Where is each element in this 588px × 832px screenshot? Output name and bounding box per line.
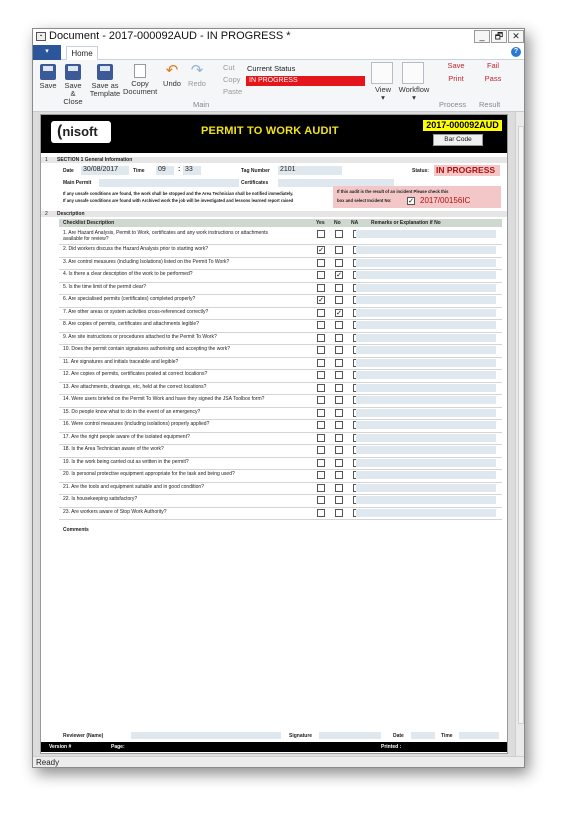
- yes-checkbox[interactable]: [317, 509, 325, 517]
- ribbon: [33, 60, 524, 112]
- no-checkbox[interactable]: [335, 259, 343, 267]
- row-divider: [59, 382, 502, 383]
- remarks-field[interactable]: [356, 284, 496, 292]
- reviewer-field[interactable]: [131, 732, 281, 739]
- remarks-field[interactable]: [356, 484, 496, 492]
- checklist-item-text: 6. Are specialised permits (certificates) completed properly?: [63, 296, 196, 302]
- no-checkbox[interactable]: ✓: [336, 309, 342, 317]
- save-process-button[interactable]: Save: [447, 61, 465, 70]
- no-checkbox[interactable]: [335, 446, 343, 454]
- checklist-item-text: 8. Are copies of permits, certificates and attachments legible?: [63, 321, 199, 327]
- checklist-item-text: 2. Did workers discuss the Hazard Analysis prior to starting work?: [63, 246, 209, 252]
- maximize-button[interactable]: 🗗: [491, 30, 507, 43]
- yes-checkbox[interactable]: [317, 371, 325, 379]
- row-divider: [59, 319, 502, 320]
- no-checkbox[interactable]: [335, 230, 343, 238]
- remarks-field[interactable]: [356, 409, 496, 417]
- checklist-item-text: 15. Do people know what to do in the event of an emergency?: [63, 408, 201, 415]
- print-button[interactable]: Print: [448, 74, 464, 83]
- workflow-button[interactable]: Workflow ▾: [398, 85, 430, 102]
- undo-button[interactable]: ↶ Undo: [163, 62, 181, 88]
- remarks-field[interactable]: [356, 471, 496, 479]
- tab-home[interactable]: Home: [66, 46, 98, 60]
- redo-icon: ↷: [190, 62, 204, 79]
- no-checkbox[interactable]: [335, 471, 343, 479]
- yes-checkbox[interactable]: ✓: [318, 297, 324, 304]
- permit-form: [40, 114, 508, 754]
- floppy-icon: [97, 64, 113, 80]
- no-checkbox[interactable]: [335, 484, 343, 492]
- checklist-item-text: 13. Are attachments, drawings, etc, held at the correct locations?: [63, 383, 207, 390]
- no-checkbox[interactable]: ✓: [336, 272, 342, 279]
- vertical-scrollbar[interactable]: [515, 112, 525, 756]
- time-label: Time: [133, 168, 145, 174]
- footer-date-field[interactable]: [411, 732, 435, 739]
- col-na: NA: [351, 220, 359, 226]
- checklist-item-text: 9. Are site instructions or procedures attached to the Permit To Work?: [63, 333, 217, 340]
- save-button[interactable]: Save: [37, 64, 59, 90]
- checklist-item-text: 11. Are signatures and initials traceable and legible?: [63, 358, 179, 365]
- incident-checkbox[interactable]: ✓: [408, 198, 414, 205]
- row-divider: [59, 244, 502, 245]
- no-checkbox[interactable]: [335, 396, 343, 404]
- no-checkbox[interactable]: [335, 334, 343, 342]
- row-divider: [59, 332, 502, 333]
- save-as-template-button[interactable]: Save as Template: [89, 64, 121, 98]
- no-checkbox[interactable]: [335, 346, 343, 354]
- no-checkbox[interactable]: [335, 384, 343, 392]
- workflow-icon: [402, 62, 424, 84]
- yes-checkbox[interactable]: [317, 334, 325, 342]
- incident-text-1: If this audit is the result of an incident Please check this: [337, 189, 449, 194]
- certificates-label: Certificates: [241, 180, 269, 186]
- checklist-item-text: 19. Is the work being carried out as written in the permit?: [63, 458, 189, 465]
- row-divider: [59, 494, 502, 495]
- current-status-label: Current Status: [247, 64, 296, 73]
- no-checkbox[interactable]: [335, 321, 343, 329]
- tag-number-field[interactable]: 2101: [278, 166, 342, 175]
- checklist-item-text: 5. Is the time limit of the permit clear?: [63, 283, 147, 290]
- minimize-button[interactable]: _: [474, 30, 490, 43]
- form-title: PERMIT TO WORK AUDIT: [201, 125, 339, 137]
- checklist-item-text-cont: available for review?: [63, 236, 109, 242]
- title-bar: [33, 29, 524, 45]
- section1-number: 1: [45, 157, 48, 163]
- checklist-item-text: 1. Are Hazard Analysis, Permit to Work, certificates and any work instructions or attachments: [63, 230, 268, 236]
- row-divider: [59, 519, 502, 520]
- yes-checkbox[interactable]: ✓: [318, 247, 324, 254]
- remarks-field[interactable]: [356, 230, 496, 238]
- row-divider: [59, 369, 502, 370]
- view-button[interactable]: View ▾: [374, 85, 392, 102]
- remarks-field[interactable]: [356, 259, 496, 267]
- yes-checkbox[interactable]: [317, 384, 325, 392]
- warning-text-1: If any unsafe conditions are found, the work shall be stopped and the Area Technician shall be notified immediately.: [63, 191, 294, 196]
- status-bar: Ready: [33, 756, 524, 768]
- time-minute-field[interactable]: 33: [183, 166, 201, 175]
- row-divider: [59, 482, 502, 483]
- date-label: Date: [63, 168, 74, 174]
- remarks-field[interactable]: [356, 246, 496, 254]
- app-icon[interactable]: ▪: [36, 32, 46, 41]
- remarks-field[interactable]: [356, 446, 496, 454]
- reviewer-label: Reviewer (Name): [63, 733, 104, 739]
- no-checkbox[interactable]: [335, 284, 343, 292]
- group-label-result: Result: [479, 100, 501, 109]
- incident-number[interactable]: 2017/00156IC: [420, 196, 471, 205]
- section2-number: 2: [45, 211, 48, 217]
- yes-checkbox[interactable]: [317, 434, 325, 442]
- yes-checkbox[interactable]: [317, 459, 325, 467]
- row-divider: [59, 269, 502, 270]
- row-divider: [59, 407, 502, 408]
- row-divider: [59, 432, 502, 433]
- yes-checkbox[interactable]: [317, 284, 325, 292]
- row-divider: [59, 307, 502, 308]
- no-checkbox[interactable]: [335, 246, 343, 254]
- row-divider: [59, 394, 502, 395]
- copy-document-button[interactable]: Copy Document: [123, 64, 157, 96]
- row-divider: [59, 257, 502, 258]
- yes-checkbox[interactable]: [317, 421, 325, 429]
- time-separator: :: [178, 166, 181, 173]
- status-field: IN PROGRESS: [434, 165, 500, 176]
- group-label-process: Process: [439, 100, 467, 109]
- remarks-field[interactable]: [356, 459, 496, 467]
- document-area: [33, 112, 515, 756]
- col-remarks: Remarks or Explanation if No: [371, 220, 441, 226]
- copy-document-icon: [134, 64, 146, 78]
- no-checkbox[interactable]: [335, 421, 343, 429]
- yes-checkbox[interactable]: [317, 321, 325, 329]
- cut-button[interactable]: Cut: [223, 63, 235, 72]
- no-checkbox[interactable]: [335, 296, 343, 304]
- remarks-field[interactable]: [356, 309, 496, 317]
- no-checkbox[interactable]: [335, 359, 343, 367]
- checklist-item-text: 3. Are control measures (including Isolations) listed on the Permit To Work?: [63, 258, 230, 265]
- checklist-item-text: 17. Are the right people aware of the isolated equipment?: [63, 433, 190, 440]
- ribbon-tab-row: [33, 45, 524, 60]
- application-window: [32, 28, 525, 768]
- barcode-button[interactable]: Bar Code: [433, 134, 483, 146]
- remarks-field[interactable]: [356, 346, 496, 354]
- yes-checkbox[interactable]: [317, 346, 325, 354]
- checklist-item-text: 16. Were control measures (including isolations) properly applied?: [63, 421, 210, 427]
- yes-checkbox[interactable]: [317, 484, 325, 492]
- row-divider: [59, 457, 502, 458]
- redo-button[interactable]: ↷ Redo: [188, 62, 206, 88]
- remarks-field[interactable]: [356, 509, 496, 517]
- form-number: 2017-000092AUD: [423, 120, 502, 131]
- footer-date-label: Date: [393, 733, 404, 739]
- version-label: Version #: [49, 744, 72, 750]
- yes-checkbox[interactable]: [317, 230, 325, 238]
- yes-checkbox[interactable]: [317, 309, 325, 317]
- status-label: Status:: [412, 168, 429, 174]
- row-divider: [59, 444, 502, 445]
- remarks-field[interactable]: [356, 359, 496, 367]
- view-icon: [371, 62, 393, 84]
- close-button[interactable]: ✕: [508, 30, 524, 43]
- remarks-field[interactable]: [356, 421, 496, 429]
- pass-button[interactable]: Pass: [484, 74, 502, 83]
- yes-checkbox[interactable]: [317, 396, 325, 404]
- remarks-field[interactable]: [356, 334, 496, 342]
- main-permit-field[interactable]: [99, 179, 239, 187]
- yes-checkbox[interactable]: [317, 409, 325, 417]
- row-divider: [59, 507, 502, 508]
- time-hour-field[interactable]: 09: [156, 166, 174, 175]
- checklist-item-text: 7. Are other areas or system activities cross-referenced correctly?: [63, 308, 209, 315]
- checklist-item-text: 23. Are workers aware of Stop Work Authority?: [63, 508, 167, 515]
- comments-label: Comments: [63, 527, 89, 533]
- checklist-item-text: 4. Is there a clear description of the work to be performed?: [63, 271, 193, 277]
- section2-title: Description: [57, 211, 85, 217]
- checklist-item-text: 12. Are copies of permits, certificates posted at correct locations?: [63, 371, 208, 377]
- col-no: No: [334, 220, 341, 226]
- yes-checkbox[interactable]: [317, 496, 325, 504]
- no-checkbox[interactable]: [335, 459, 343, 467]
- checklist-item-text: 21. Are the tools and equipment suitable and in good condition?: [63, 483, 204, 490]
- remarks-field[interactable]: [356, 371, 496, 379]
- printed-label: Printed :: [381, 744, 402, 750]
- col-description: Checklist Description: [63, 220, 115, 226]
- no-checkbox[interactable]: [335, 371, 343, 379]
- checklist-item-text: 14. Were users briefed on the Permit To Work and have they signed the JSA Toolbox form?: [63, 396, 265, 402]
- current-status-value: IN PROGRESS: [246, 76, 365, 86]
- save-close-button[interactable]: Save & Close: [61, 64, 85, 106]
- checklist-item-text: 20. Is personal protective equipment appropriate for the task and being used?: [63, 471, 235, 477]
- main-permit-label: Main Permit: [63, 180, 92, 186]
- remarks-field[interactable]: [356, 296, 496, 304]
- scrollbar-thumb[interactable]: [518, 126, 524, 724]
- page-label: Page:: [111, 744, 125, 750]
- yes-checkbox[interactable]: [317, 471, 325, 479]
- form-header: [41, 115, 507, 153]
- section1-title: SECTION 1 General Information: [57, 157, 133, 163]
- floppy-icon: [40, 64, 56, 80]
- remarks-field[interactable]: [356, 321, 496, 329]
- tag-number-label: Tag Number: [241, 168, 270, 174]
- signature-field[interactable]: [319, 732, 381, 739]
- footer-time-field[interactable]: [459, 732, 499, 739]
- no-checkbox[interactable]: [335, 496, 343, 504]
- paste-button[interactable]: Paste: [223, 87, 243, 96]
- fail-button[interactable]: Fail: [486, 61, 500, 70]
- undo-icon: ↶: [165, 62, 179, 79]
- date-field[interactable]: 30/08/2017: [81, 166, 129, 175]
- checklist-item-text: 18. Is the Area Technician aware of the work?: [63, 446, 164, 452]
- checklist-item-text: 10. Does the permit contain signatures authorising and accepting the work?: [63, 346, 231, 352]
- no-checkbox[interactable]: [335, 409, 343, 417]
- copy-button[interactable]: Copy: [223, 75, 241, 84]
- row-divider: [59, 419, 502, 420]
- row-divider: [59, 282, 502, 283]
- form-footer-bar: [41, 742, 507, 752]
- company-logo: (nisoft: [51, 121, 111, 143]
- group-label-main: Main: [193, 100, 210, 109]
- remarks-field[interactable]: [356, 384, 496, 392]
- warning-text-2: If any unsafe conditions are found with Archived work the job will be investigated and lessons learned report raised: [63, 198, 294, 203]
- no-checkbox[interactable]: [335, 434, 343, 442]
- yes-checkbox[interactable]: [317, 259, 325, 267]
- remarks-field[interactable]: [356, 396, 496, 404]
- yes-checkbox[interactable]: [317, 271, 325, 279]
- help-icon[interactable]: ?: [511, 47, 521, 57]
- no-checkbox[interactable]: [335, 509, 343, 517]
- checklist-item-text: 22. Is housekeeping satisfactory?: [63, 496, 138, 502]
- row-divider: [59, 294, 502, 295]
- section2-header: [41, 211, 507, 217]
- footer-time-label: Time: [441, 733, 453, 739]
- remarks-field[interactable]: [356, 271, 496, 279]
- yes-checkbox[interactable]: [317, 446, 325, 454]
- remarks-field[interactable]: [356, 434, 496, 442]
- remarks-field[interactable]: [356, 496, 496, 504]
- row-divider: [59, 344, 502, 345]
- floppy-icon: [65, 64, 81, 80]
- col-yes: Yes: [316, 220, 325, 226]
- row-divider: [59, 469, 502, 470]
- window-title: Document - 2017-000092AUD - IN PROGRESS *: [49, 30, 291, 42]
- yes-checkbox[interactable]: [317, 359, 325, 367]
- file-menu-button[interactable]: ▾: [33, 45, 61, 60]
- incident-text-2: box and select Incident No:: [337, 198, 392, 203]
- row-divider: [59, 357, 502, 358]
- signature-label: Signature: [289, 733, 313, 739]
